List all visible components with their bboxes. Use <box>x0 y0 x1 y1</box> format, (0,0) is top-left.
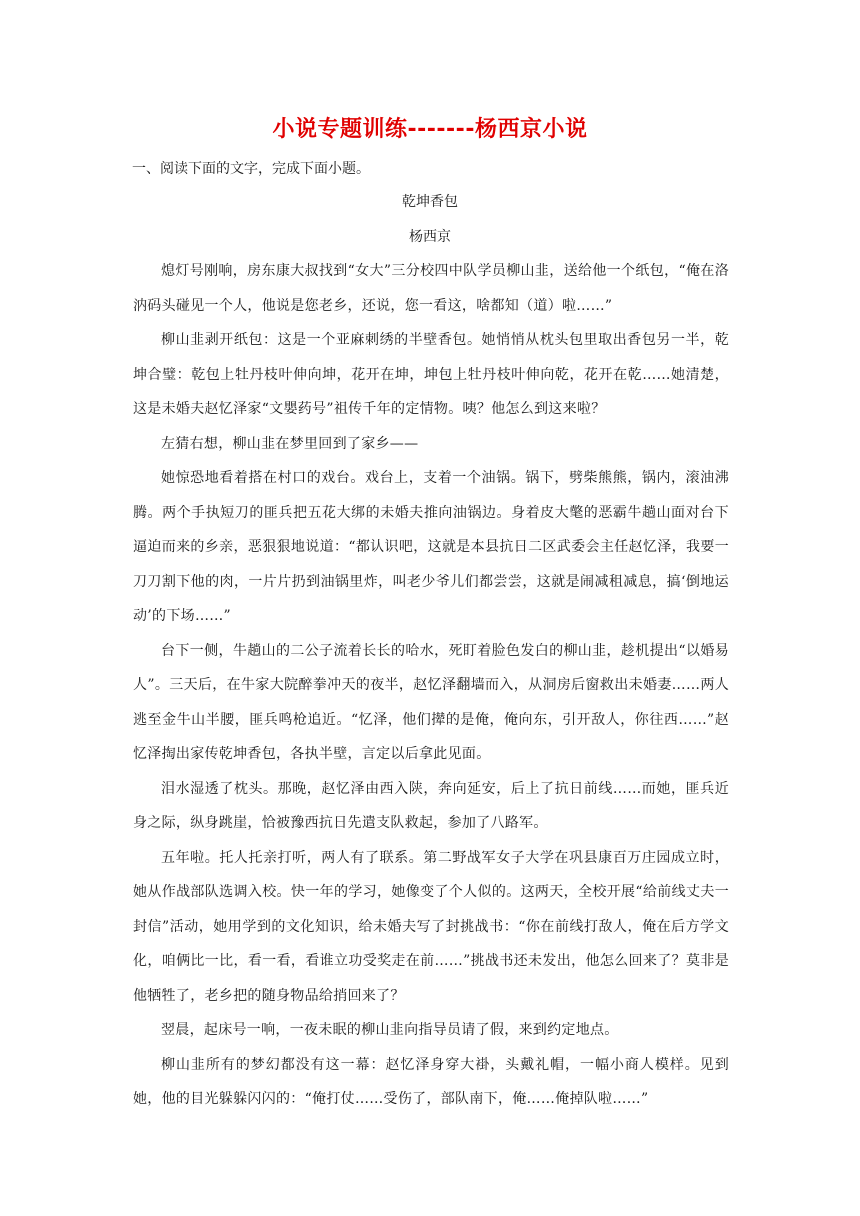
story-title: 乾坤香包 <box>402 194 458 210</box>
story-paragraph: 柳山韭剥开纸包：这是一个亚麻刺绣的半壁香包。她悄悄从枕头包里取出香包另一半，乾坤合璧：乾包上牡丹枝叶伸向坤，花开在坤，坤包上牡丹枝叶伸向乾，花开在乾……她清楚，这是未婚夫赵忆泽家“文嬰药号”祖传千年的定情物。咦？他怎么到这来啦？ <box>133 332 729 417</box>
story-body <box>133 254 729 1117</box>
story-paragraph: 她惊恐地看着搭在村口的戏台。戏台上，支着一个油锅。锅下，劈柴熊熊，锅内，滚油沸腾。两个手执短刀的匪兵把五花大绑的未婚夫推向油锅边。身着皮大氅的恶霸牛趟山面对台下逼迫而来的乡亲，恶狠狠地说道：“都认识吧，这就是本县抗日二区武委会主任赵忆泽，我要一刀刀割下他的肉，一片片扔到油锅里炸，叫老少爷儿们都尝尝，这就是闹减租减息，搞‘倒地运动’的下场……” <box>133 470 729 624</box>
document-title: 小说专题训练-------杨西京小说 <box>272 117 588 142</box>
story-paragraph: 熄灯号刚响，房东康大叔找到“女大”三分校四中队学员柳山韭，送给他一个纸包，“俺在洛汭码头碰见一个人，他说是您老乡，还说，您一看这，啥都知（道）啦……” <box>133 263 729 314</box>
story-paragraph: 五年啦。托人托亲打听，两人有了联系。第二野战军女子大学在巩县康百万庄园成立时，她从作战部队选调入校。快一年的学习，她像变了个人似的。这两天，全校开展“给前线丈夫一封信”活动，她用学到的文化知识，给未婚夫写了封挑战书：“你在前线打敌人，俺在后方学文化，咱俩比一比，看一看，看谁立功受奖走在前……”挑战书还未发出，他怎么回来了？莫非是他牺牲了，老乡把的随身物品给捎回来了？ <box>133 849 729 1004</box>
story-paragraph: 台下一侧，牛趟山的二公子流着长长的哈水，死盯着脸色发白的柳山韭，趁机提出“以婚易人”。三天后，在牛家大院醉拳冲天的夜半，赵忆泽翻墙而入，从洞房后窗救出未婚妻……两人逃至金牛山半腰，匪兵鸣枪追近。“忆泽，他们撵的是俺，俺向东，引开敌人，你往西……”赵忆泽掏出家传乾坤香包，各执半壁，言定以后拿此见面。 <box>133 642 729 762</box>
story-paragraph: 柳山韭所有的梦幻都没有这一幕：赵忆泽身穿大褂，头戴礼帽，一幅小商人模样。见到她，他的目光躲躲闪闪的：“俺打仗……受伤了，部队南下，俺……俺掉队啦……” <box>133 1056 729 1107</box>
story-paragraph: 左猜右想，柳山韭在梦里回到了家乡—— <box>161 435 419 452</box>
question-instruction: 一、阅读下面的文字，完成下面小题。 <box>132 161 370 177</box>
story-author: 杨西京 <box>409 229 451 245</box>
story-paragraph: 泪水湿透了枕头。那晚，赵忆泽由西入陕，奔向延安，后上了抗日前线……而她，匪兵近身之际，纵身跳崖，恰被豫西抗日先遣支队救起，参加了八路军。 <box>133 780 729 831</box>
story-paragraph: 翌晨，起床号一响，一夜未眠的柳山韭向指导员请了假，来到约定地点。 <box>161 1022 619 1038</box>
